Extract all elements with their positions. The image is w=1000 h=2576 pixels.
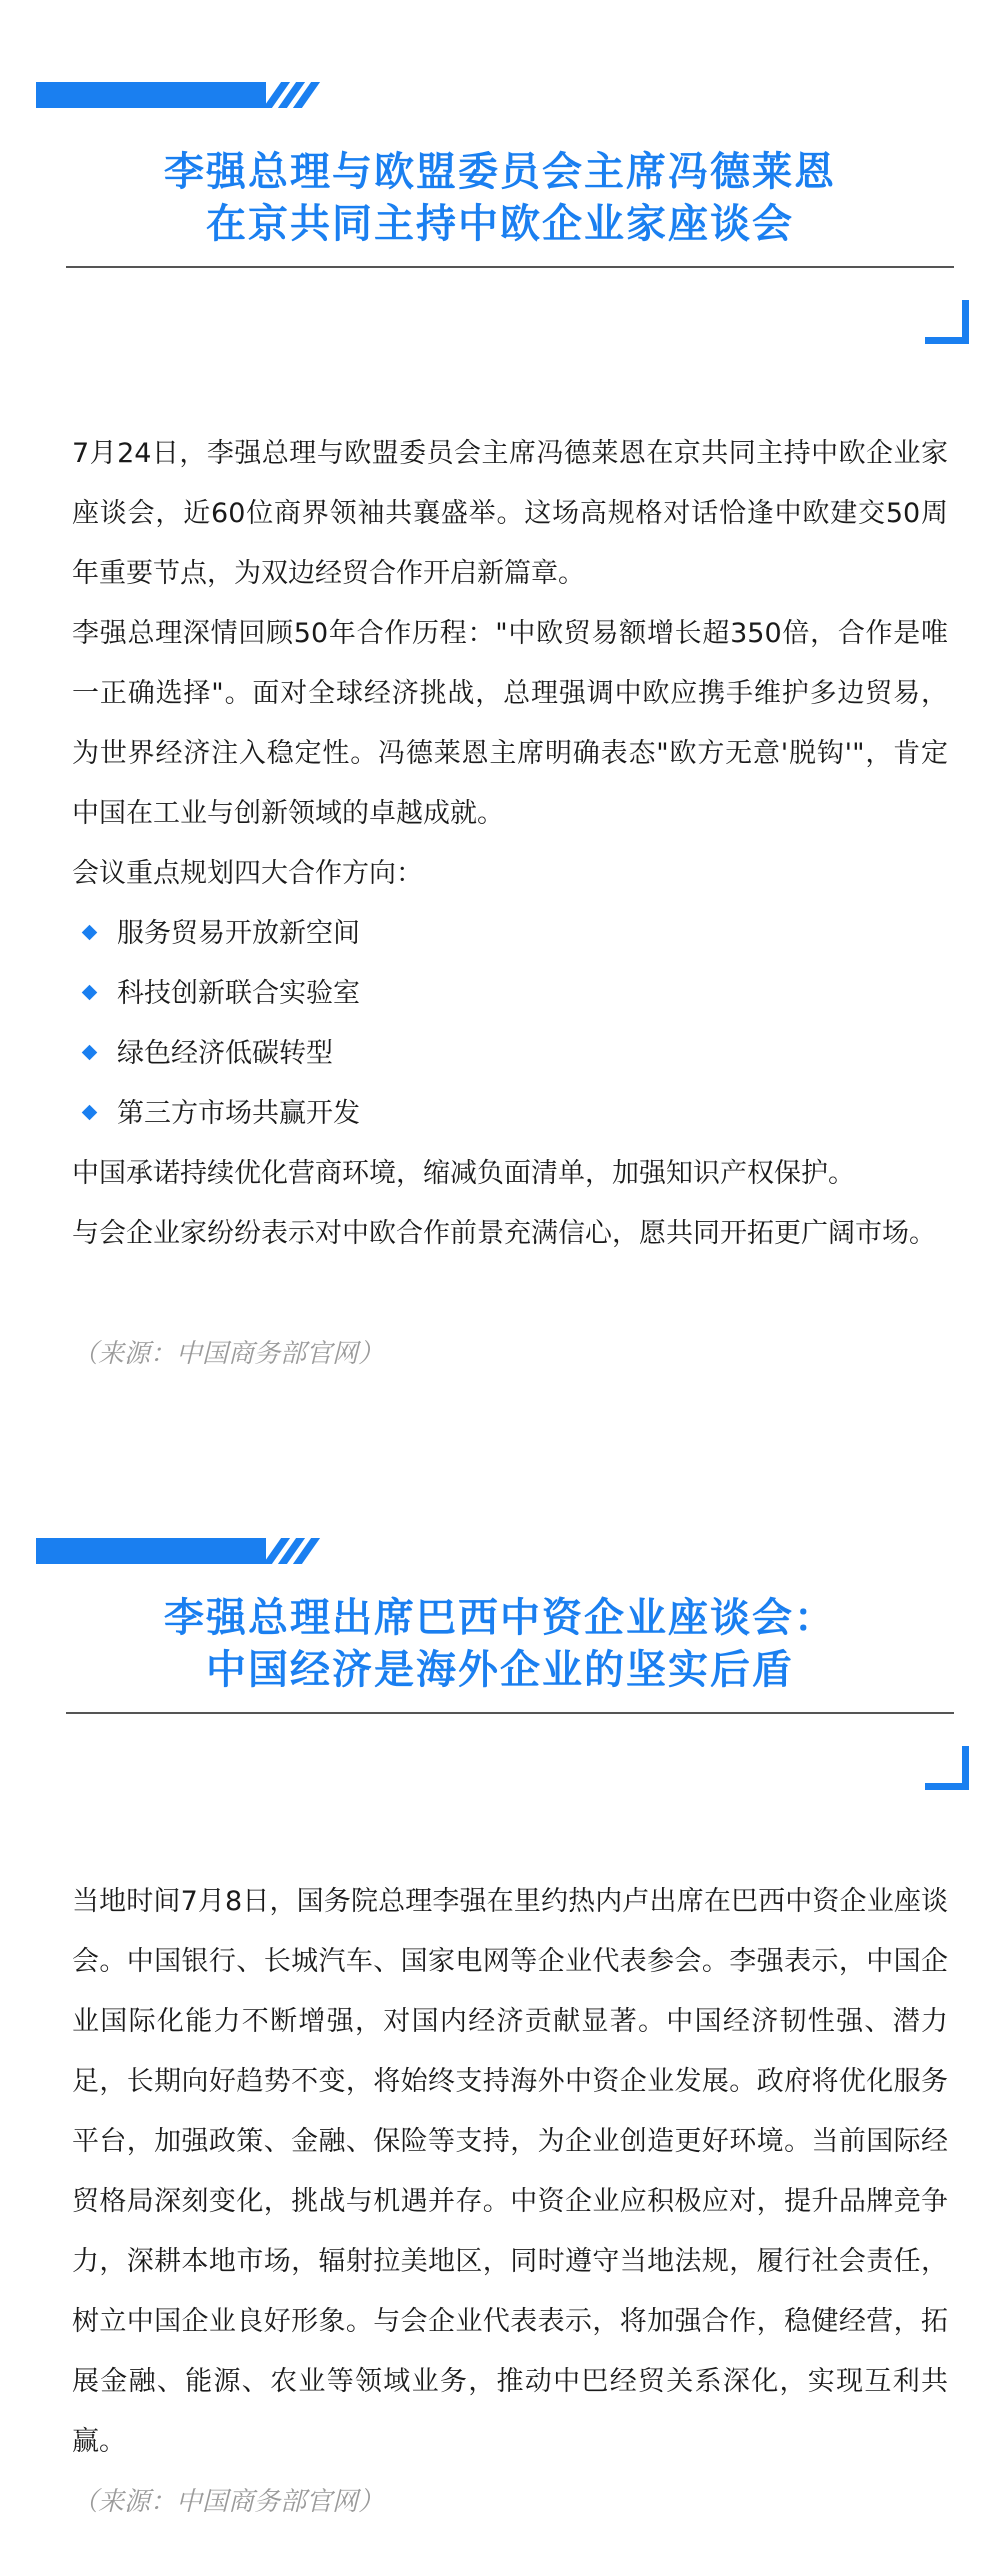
- paragraph-3: 会议重点规划四大合作方向：: [72, 858, 423, 889]
- diamond-bullet-icon: [82, 1045, 98, 1061]
- list-item: 绿色经济低碳转型: [72, 1024, 333, 1084]
- list-item: 科技创新联合实验室: [72, 964, 360, 1024]
- diamond-bullet-icon: [82, 925, 98, 941]
- list-item: 第三方市场共赢开发: [72, 1084, 360, 1144]
- title-line-2: 在京共同主持中欧企业家座谈会: [206, 201, 794, 247]
- source-note: （来源：中国商务部官网）: [72, 2487, 385, 2517]
- closing-paragraph-1: 中国承诺持续优化营商环境，缩减负面清单，加强知识产权保护。: [72, 1158, 855, 1189]
- header-band-decoration: [36, 1538, 316, 1564]
- paragraph-1: 7月24日，李强总理与欧盟委员会主席冯德莱恩在京共同主持中欧企业家座谈会，近60位商界领袖共襄盛举。这场高规格对话恰逢中欧建交50周年重要节点，为双边经贸合作开启新篇章。: [72, 438, 948, 589]
- article-title: [60, 1592, 940, 1696]
- title-divider: [66, 1712, 954, 1714]
- diamond-bullet-icon: [82, 985, 98, 1001]
- title-divider: [66, 266, 954, 268]
- list-item: 服务贸易开放新空间: [72, 904, 360, 964]
- paragraph-1: 当地时间7月8日，国务院总理李强在里约热内卢出席在巴西中资企业座谈会。中国银行、长城汽车、国家电网等企业代表参会。李强表示，中国企业国际化能力不断增强，对国内经济贡献显著。中国经济韧性强、潜力足，长期向好趋势不变，将始终支持海外中资企业发展。政府将优化服务平台，加强政策、金融、保险等支持，为企业创造更好环境。当前国际经贸格局深刻变化，挑战与机遇并存。中资企业应积极应对，提升品牌竞争力，深耕本地市场，辐射拉美地区，同时遵守当地法规，履行社会责任，树立中国企业良好形象。与会企业代表表示，将加强合作，稳健经营，拓展金融、能源、农业等领域业务，推动中巴经贸关系深化，实现互利共赢。: [72, 1886, 948, 2457]
- article-title: [60, 146, 940, 250]
- closing-paragraph-2: 与会企业家纷纷表示对中欧合作前景充满信心，愿共同开拓更广阔市场。: [72, 1218, 936, 1249]
- title-line-1: 李强总理出席巴西中资企业座谈会：: [164, 1595, 836, 1641]
- source-note: （来源：中国商务部官网）: [72, 1339, 385, 1369]
- header-band-decoration: [36, 82, 316, 108]
- title-line-1: 李强总理与欧盟委员会主席冯德莱恩: [164, 149, 836, 195]
- diamond-bullet-icon: [82, 1105, 98, 1121]
- title-line-2: 中国经济是海外企业的坚实后盾: [206, 1647, 794, 1693]
- corner-bracket-decoration: [925, 300, 969, 344]
- paragraph-2: 李强总理深情回顾50年合作历程："中欧贸易额增长超350倍，合作是唯一正确选择"。面对全球经济挑战，总理强调中欧应携手维护多边贸易，为世界经济注入稳定性。冯德莱恩主席明确表态"欧方无意'脱钩'"，肯定中国在工业与创新领域的卓越成就。: [72, 618, 948, 829]
- corner-bracket-decoration: [925, 1746, 969, 1790]
